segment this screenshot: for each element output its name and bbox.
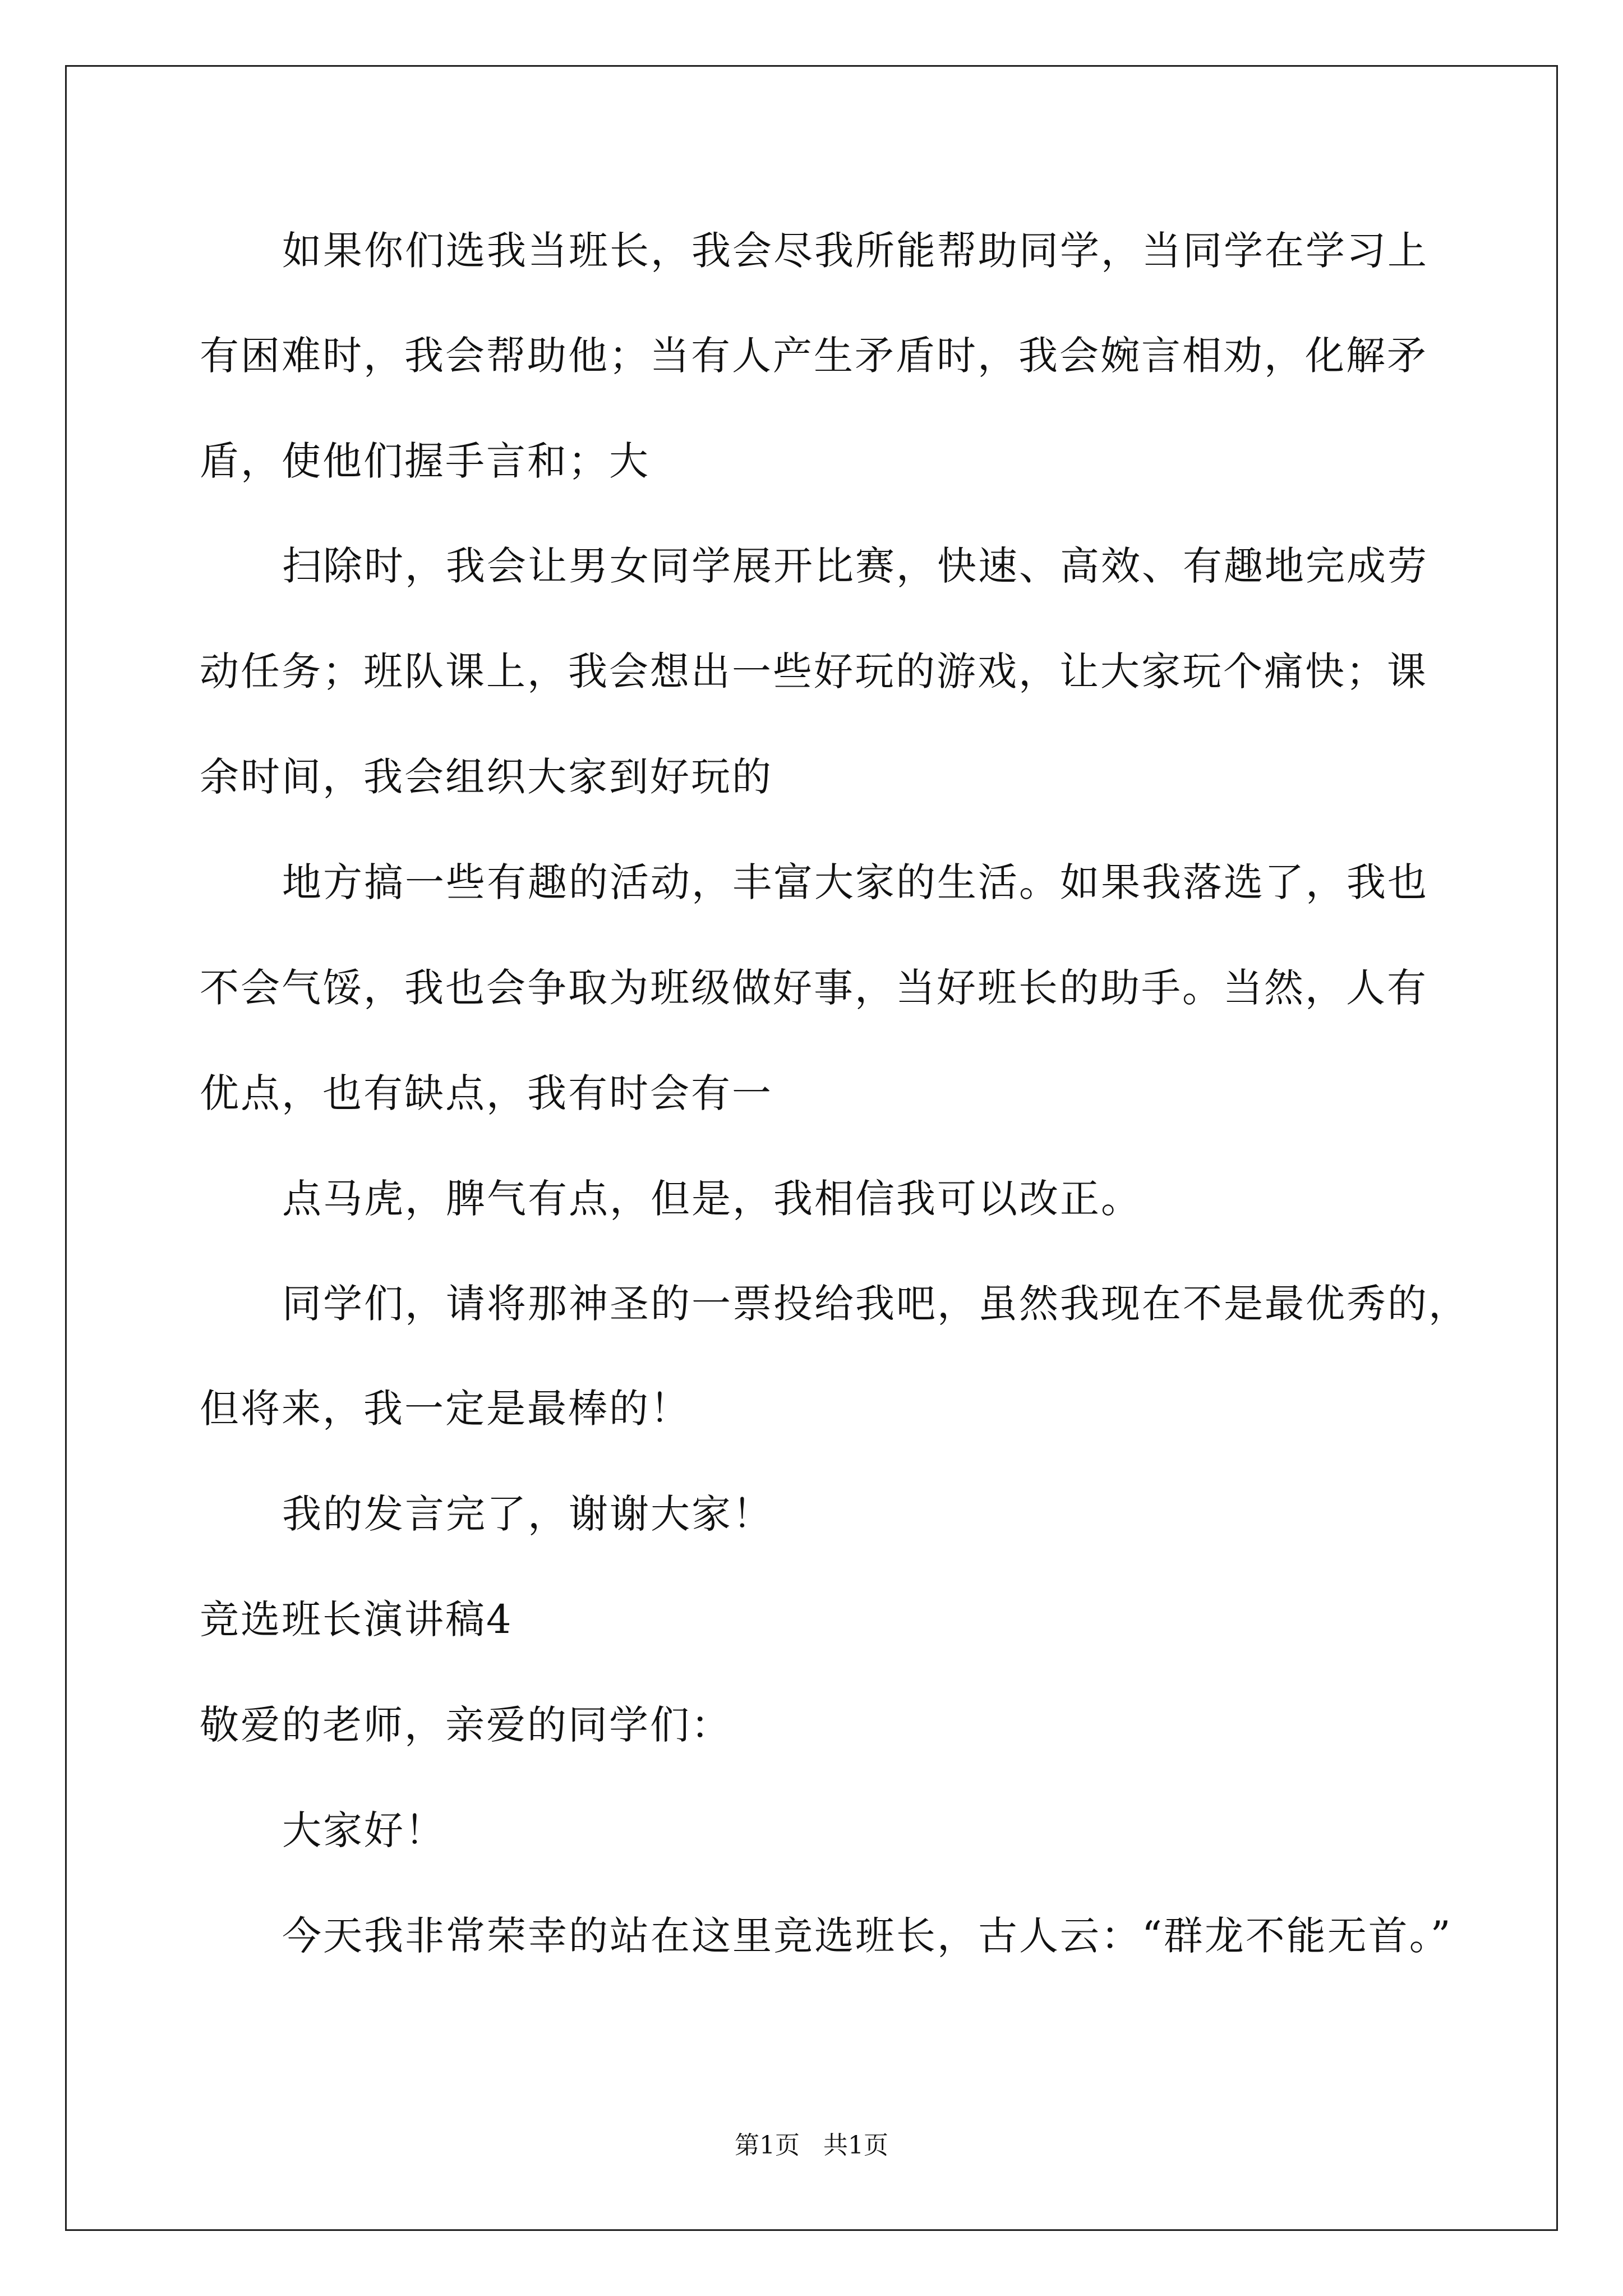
greeting: 大家好！ bbox=[282, 1807, 446, 1853]
salutation: 敬爱的老师，亲爱的同学们： bbox=[200, 1702, 732, 1748]
paragraph-line: 不会气馁，我也会争取为班级做好事，当好班长的助手。当然，人有 bbox=[200, 965, 1428, 1011]
paragraph-line: 我的发言完了，谢谢大家！ bbox=[282, 1491, 773, 1537]
paragraph-line: 地方搞一些有趣的活动，丰富大家的生活。如果我落选了，我也 bbox=[282, 859, 1428, 905]
section-title: 竞选班长演讲稿4 bbox=[200, 1596, 513, 1642]
paragraph-line: 盾，使他们握手言和；大 bbox=[200, 438, 650, 484]
paragraph-line: 余时间，我会组织大家到好玩的 bbox=[200, 754, 773, 800]
paragraph-line: 优点，也有缺点，我有时会有一 bbox=[200, 1070, 773, 1116]
paragraph-line: 同学们，请将那神圣的一票投给我吧，虽然我现在不是最优秀的， bbox=[282, 1281, 1469, 1327]
page-frame bbox=[65, 65, 1558, 2231]
paragraph-line: 今天我非常荣幸的站在这里竞选班长，古人云：“群龙不能无首。” bbox=[282, 1913, 1453, 1959]
paragraph-line: 有困难时，我会帮助他；当有人产生矛盾时，我会婉言相劝，化解矛 bbox=[200, 333, 1428, 379]
paragraph-line: 扫除时，我会让男女同学展开比赛，快速、高效、有趣地完成劳 bbox=[282, 543, 1428, 589]
page-footer: 第1页 共1页 bbox=[735, 2131, 888, 2160]
paragraph-line: 点马虎，脾气有点，但是，我相信我可以改正。 bbox=[282, 1176, 1142, 1222]
paragraph-line: 动任务；班队课上，我会想出一些好玩的游戏，让大家玩个痛快；课 bbox=[200, 648, 1428, 694]
paragraph-line: 如果你们选我当班长，我会尽我所能帮助同学，当同学在学习上 bbox=[282, 228, 1428, 274]
paragraph-line: 但将来，我一定是最棒的！ bbox=[200, 1386, 691, 1432]
